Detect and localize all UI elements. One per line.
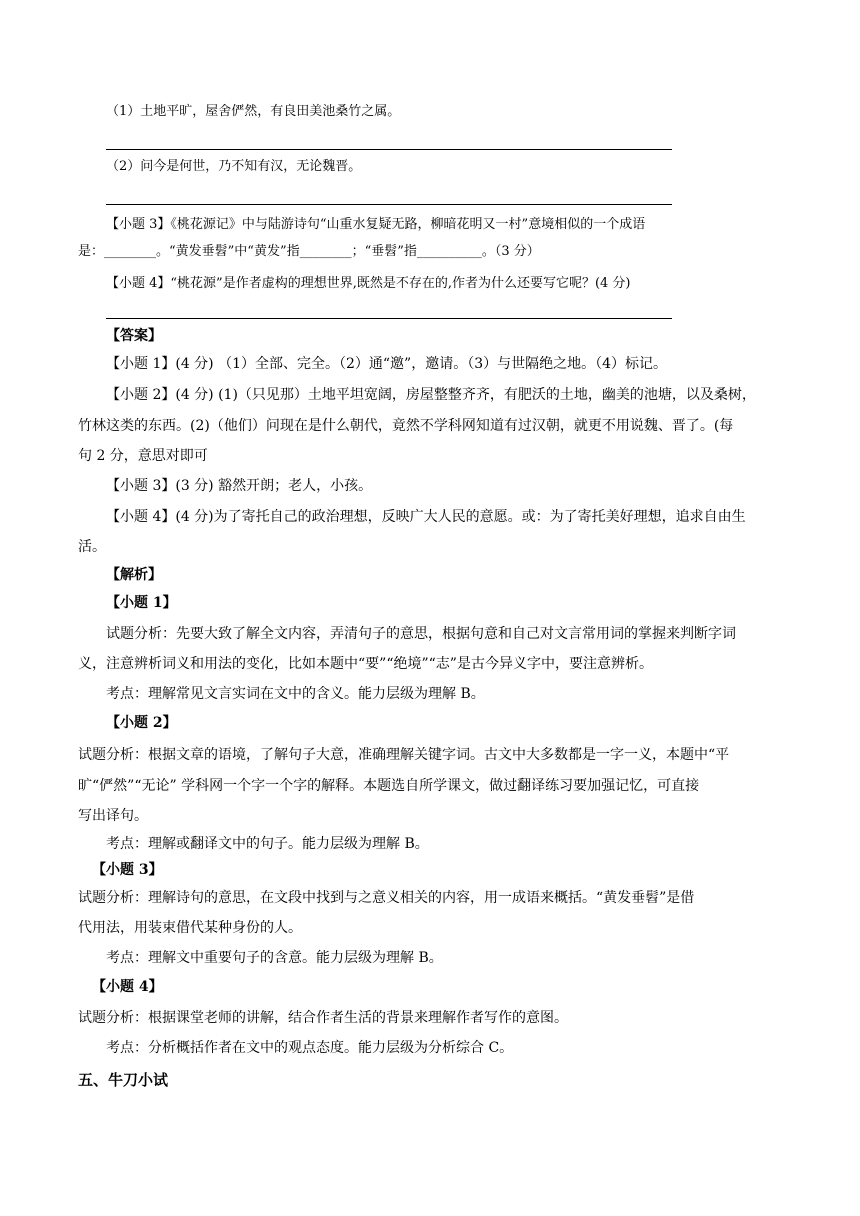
analysis-4-point: 考点：分析概括作者在文中的观点态度。能力层级为分析综合 C。 <box>106 1040 514 1056</box>
analysis-1-line-1: 试题分析：先要大致了解全文内容，弄清句子的意思，根据句意和自己对文言常用词的掌握来判断字词 <box>106 626 736 642</box>
question-3-line-1: 【小题 3】《桃花源记》中与陆游诗句“山重水复疑无路，柳暗花明又一村”意境相似的一个成语 <box>106 217 646 232</box>
analysis-3-line-1: 试题分析：理解诗句的意思，在文段中找到与之意义相关的内容，用一成语来概括。“黄发垂髫”是借 <box>78 890 695 906</box>
question-item-2: （2）问今是何世，乃不知有汉，无论魏晋。 <box>106 159 362 174</box>
analysis-1-title: 【小题 1】 <box>106 595 177 611</box>
analysis-1-point: 考点：理解常见文言实词在文中的含义。能力层级为理解 B。 <box>106 686 485 702</box>
analysis-heading: 【解析】 <box>106 567 162 583</box>
analysis-1-line-2: 义，注意辨析词义和用法的变化，比如本题中“要”“绝境”“志”是古今异义字中，要注意辨析。 <box>78 656 653 672</box>
analysis-4-title: 【小题 4】 <box>92 979 163 995</box>
analysis-2-title: 【小题 2】 <box>106 715 177 731</box>
analysis-2-line-3: 写出译句。 <box>78 808 148 824</box>
analysis-3-point: 考点：理解文中重要句子的含意。能力层级为理解 B。 <box>106 950 443 966</box>
answer-2-line-2: 竹林这类的东西。(2)（他们）问现在是什么朝代，竟然不学科网知道有过汉朝，就更不用说魏、晋了。(每 <box>78 418 734 434</box>
question-4: 【小题 4】“桃花源”是作者虚构的理想世界,既然是不存在的,作者为什么还要写它呢？(4 分) <box>106 276 631 291</box>
answer-heading: 【答案】 <box>106 328 162 344</box>
analysis-2-line-2: 旷“俨然”“无论” 学科网一个字一个字的解释。本题选自所学课文，做过翻译练习要加强记忆，可直接 <box>78 778 700 794</box>
analysis-3-title: 【小题 3】 <box>92 862 163 878</box>
answer-2-line-1: 【小题 2】(4 分) (1)（只见那）土地平坦宽阔，房屋整整齐齐，有肥沃的土地，幽美的池塘，以及桑树， <box>106 387 756 403</box>
answer-line-1 <box>106 149 672 150</box>
question-3-line-2: 是：________。“黄发垂髫”中“黄发”指________；“垂髫”指__________。（3 分） <box>78 244 540 259</box>
answer-line-4 <box>106 318 672 319</box>
analysis-3-line-2: 代用法，用装束借代某种身份的人。 <box>78 920 302 936</box>
answer-4-line-1: 【小题 4】(4 分)为了寄托自己的政治理想，反映广大人民的意愿。或：为了寄托美好理想，追求自由生 <box>106 509 746 525</box>
answer-2-line-3: 句 2 分，意思对即可 <box>78 448 208 464</box>
answer-line-2 <box>106 204 672 205</box>
answer-4-line-2: 活。 <box>78 539 106 555</box>
answer-3: 【小题 3】(3 分) 豁然开朗；老人，小孩。 <box>106 478 373 494</box>
analysis-4-line-1: 试题分析：根据课堂老师的讲解，结合作者生活的背景来理解作者写作的意图。 <box>78 1010 568 1026</box>
analysis-2-line-1: 试题分析：根据文章的语境，了解句子大意，准确理解关键字词。古文中大多数都是一字一义，本题中“平 <box>78 747 730 763</box>
answer-1: 【小题 1】(4 分) （1）全部、完全。（2）通“邀”，邀请。（3）与世隔绝之地。（4）标记。 <box>106 356 668 372</box>
question-item-1: （1）土地平旷，屋舍俨然，有良田美池桑竹之属。 <box>106 104 401 119</box>
section-heading: 五、牛刀小试 <box>78 1071 169 1089</box>
analysis-2-point: 考点：理解或翻译文中的句子。能力层级为理解 B。 <box>106 836 429 852</box>
